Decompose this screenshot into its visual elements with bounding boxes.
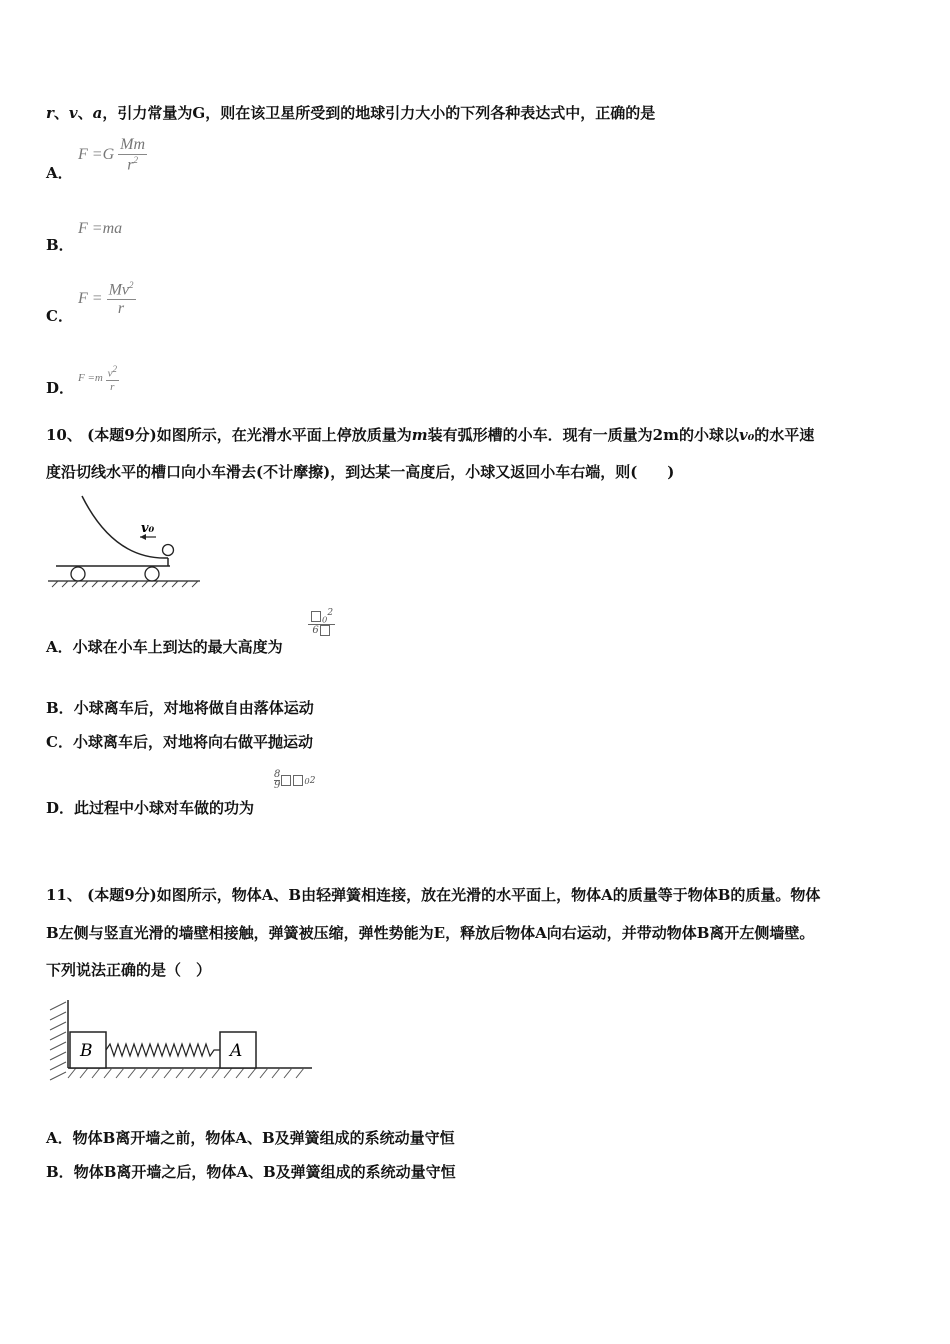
denominator: r	[117, 300, 125, 318]
ground-hatching	[52, 581, 198, 587]
cart-figure	[44, 488, 204, 588]
option-label: B．	[46, 699, 74, 717]
question-number: 10、	[46, 426, 82, 444]
option-label: A．	[46, 1129, 73, 1147]
q10-option-d[interactable]	[46, 797, 254, 818]
question-11-stem-line3: 下列说法正确的是（ ）	[46, 961, 212, 979]
option-label: D．	[46, 799, 75, 817]
q9-option-a-formula	[78, 136, 147, 174]
q9-option-c-formula	[78, 280, 136, 318]
denominator	[118, 155, 147, 174]
num-exponent: 2	[327, 608, 334, 618]
stem-text: ，引力常量为G，则在该卫星所受到的地球引力大小的下列各种表达式中，正确的是	[102, 104, 656, 122]
var-a: a	[92, 104, 103, 122]
option-text: 小球离车后，对地将做自由落体运动	[73, 699, 314, 717]
fraction	[107, 280, 136, 318]
q9-option-d-formula	[78, 364, 119, 393]
exponent: 2	[309, 775, 316, 786]
option-text: 小球离车后，对地将向右做平抛运动	[72, 733, 313, 751]
numerator: 8	[274, 769, 281, 780]
stem-text: 的小球以	[678, 426, 739, 444]
q9-option-c-label[interactable]: C．	[46, 307, 73, 325]
missing-glyph	[311, 611, 321, 622]
numerator: Mm	[120, 136, 146, 153]
formula-lhs: F =G	[78, 145, 115, 163]
q10-option-a[interactable]	[46, 636, 283, 657]
v0-label: v₀	[141, 521, 155, 536]
formula-lhs: F =m	[78, 371, 103, 384]
numerator	[107, 280, 136, 300]
option-label: C．	[46, 733, 73, 751]
wheel-right	[145, 567, 159, 581]
var-2m: 2m	[652, 426, 679, 444]
numerator	[106, 364, 119, 381]
wall-hatching	[50, 1002, 66, 1080]
option-text: 物体B离开墙之前，物体A、B及弹簧组成的系统动量守恒	[72, 1129, 455, 1147]
q10-option-c[interactable]	[46, 731, 313, 752]
curved-groove	[82, 496, 168, 558]
denominator: 9	[274, 780, 281, 791]
stem-text: 如图所示，物体A、B由轻弹簧相连接，放在光滑的水平面上，物体A的质量等于物体B的质量。物体	[156, 886, 821, 904]
q9-option-b-label[interactable]: B．	[46, 236, 74, 254]
stem-text: 的水平速	[754, 426, 815, 444]
var-v0: v₀	[738, 426, 755, 444]
option-text: 小球在小车上到达的最大高度为	[72, 638, 283, 656]
question-11-stem-line1	[46, 884, 820, 905]
question-9-stem	[46, 102, 655, 123]
question-meta: (本题9分)	[87, 886, 157, 904]
fraction	[106, 364, 119, 393]
ball	[163, 545, 174, 556]
question-meta: (本题9分)	[87, 426, 157, 444]
subscript: 0	[304, 775, 310, 786]
question-10-stem-line1	[46, 424, 814, 445]
option-text: 此过程中小球对车做的功为	[74, 799, 255, 817]
q9-option-b-formula: F =ma	[78, 220, 123, 237]
floor-hatching	[68, 1068, 304, 1078]
option-label: B．	[46, 1163, 74, 1181]
num-exponent: 2	[129, 280, 134, 290]
separator: 、	[77, 104, 93, 122]
option-text: 物体B离开墙之后，物体A、B及弹簧组成的系统动量守恒	[73, 1163, 456, 1181]
denominator	[308, 625, 335, 636]
block-b-label: B	[80, 1041, 93, 1061]
var-r: r	[46, 104, 54, 122]
stem-text: 装有弧形槽的小车．现有一质量为	[427, 426, 653, 444]
fraction	[118, 136, 147, 174]
spring-block-figure	[44, 998, 316, 1088]
stem-text: 如图所示，在光滑水平面上停放质量为	[156, 426, 412, 444]
q9-option-d-label[interactable]: D．	[46, 379, 75, 397]
missing-glyph	[281, 775, 291, 786]
num-base: v	[107, 367, 113, 380]
fraction	[274, 770, 280, 791]
wheel-left	[71, 567, 85, 581]
num-base: Mv	[108, 281, 130, 299]
den-value: 6	[312, 625, 319, 637]
q11-option-b[interactable]	[46, 1161, 456, 1182]
q10-option-b[interactable]	[46, 697, 314, 718]
formula-lhs: F =	[78, 289, 103, 307]
den-exponent: 2	[133, 155, 138, 165]
block-a-label: A	[230, 1041, 243, 1061]
option-label: A．	[46, 638, 73, 656]
question-10-stem-line2: 度沿切线水平的槽口向小车滑去(不计摩擦)，到达某一高度后，小球又返回小车右端，则( )	[46, 463, 675, 481]
denominator: r	[110, 380, 115, 393]
num-subscript: 0	[322, 614, 328, 625]
q11-option-a[interactable]	[46, 1127, 455, 1148]
separator: 、	[53, 104, 69, 122]
missing-glyph	[293, 775, 303, 786]
question-number: 11、	[46, 886, 82, 904]
var-m: m	[411, 426, 428, 444]
q9-option-a-label[interactable]: A．	[46, 164, 73, 182]
q10-option-d-formula	[274, 770, 315, 791]
spring	[106, 1044, 220, 1056]
var-v: v	[68, 104, 78, 122]
num-exponent: 2	[112, 364, 117, 374]
numerator	[308, 608, 335, 625]
q10-option-a-formula	[308, 608, 335, 636]
missing-glyph	[320, 625, 330, 636]
den-base: r	[127, 156, 134, 174]
question-11-stem-line2: B左侧与竖直光滑的墙壁相接触，弹簧被压缩，弹性势能为E，释放后物体A向右运动，并带动物体B离开左侧墙壁。	[46, 924, 815, 942]
